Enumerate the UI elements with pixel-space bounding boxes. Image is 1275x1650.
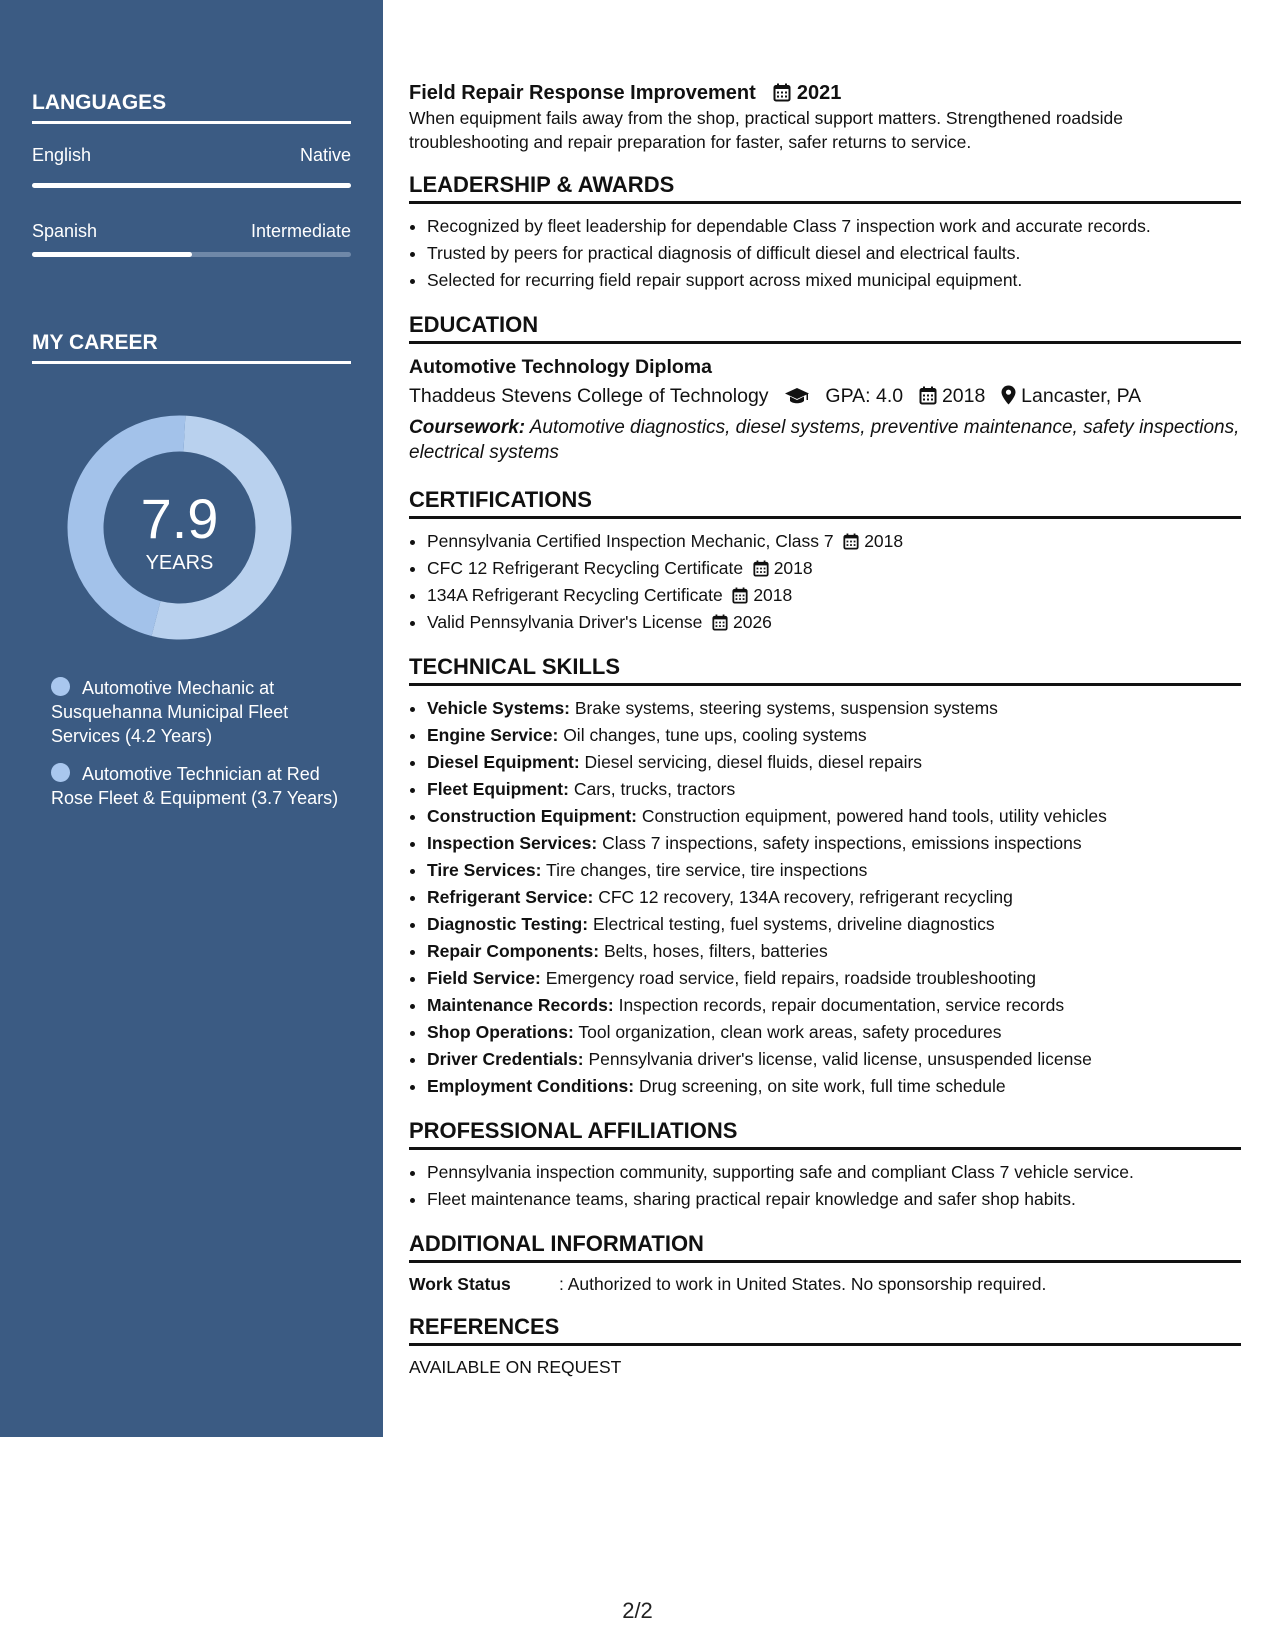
language-level: Intermediate [250, 221, 351, 241]
skill-text: Diesel servicing, diesel fluids, diesel repairs [584, 752, 923, 772]
skill-text: Cars, trucks, tractors [573, 779, 736, 799]
skills-list [409, 695, 1241, 1100]
map-pin-icon [1001, 385, 1016, 405]
skill-text: Tool organization, clean work areas, safety procedures [578, 1022, 1002, 1042]
education-location: Lancaster, PA [1021, 385, 1142, 407]
career-total-value: 7.9 [140, 487, 219, 550]
calendar-icon [773, 83, 791, 102]
main-content [409, 80, 1241, 1379]
skill-item [427, 749, 1241, 776]
education-degree: Automotive Technology Diploma [409, 356, 712, 378]
affiliations-list [409, 1159, 1241, 1213]
skill-item [427, 722, 1241, 749]
skill-item [427, 1019, 1241, 1046]
certification-name: 134A Refrigerant Recycling Certificate [427, 585, 723, 605]
skill-text: Brake systems, steering systems, suspension systems [574, 698, 998, 718]
skill-label: Fleet Equipment: [427, 779, 569, 799]
language-bar-fill [32, 183, 351, 188]
skill-label: Employment Conditions: [427, 1076, 635, 1096]
skill-item [427, 884, 1241, 911]
skill-label: Refrigerant Service: [427, 887, 594, 907]
certification-year: 2018 [753, 585, 793, 605]
skill-label: Maintenance Records: [427, 995, 614, 1015]
certification-year: 2018 [773, 558, 813, 578]
skill-item [427, 938, 1241, 965]
skill-label: Construction Equipment: [427, 806, 637, 826]
skills-heading: TECHNICAL SKILLS [409, 654, 1241, 686]
skill-item [427, 776, 1241, 803]
list-item: • Fleet maintenance teams, sharing practical repair knowledge and safer shop habits. [427, 1186, 1241, 1213]
calendar-icon [732, 587, 748, 604]
list-item: • Selected for recurring field repair support across mixed municipal equipment. [427, 267, 1241, 294]
additional-heading: ADDITIONAL INFORMATION [409, 1231, 1241, 1263]
certification-item [427, 555, 1241, 582]
certification-year: 2018 [864, 531, 904, 551]
list-item: • Recognized by fleet leadership for dependable Class 7 inspection work and accurate records. [427, 213, 1241, 240]
skill-label: Repair Components: [427, 941, 600, 961]
skill-text: Oil changes, tune ups, cooling systems [563, 725, 867, 745]
certification-year: 2026 [732, 612, 772, 632]
calendar-icon [919, 386, 937, 405]
career-donut-chart [67, 415, 292, 640]
skill-label: Field Service: [427, 968, 541, 988]
skill-label: Diagnostic Testing: [427, 914, 589, 934]
skill-text: Pennsylvania driver's license, valid license, unsuspended license [588, 1049, 1092, 1069]
skill-item [427, 857, 1241, 884]
certification-item [427, 582, 1241, 609]
legend-dot [51, 677, 70, 696]
skill-label: Driver Credentials: [427, 1049, 584, 1069]
work-status-row [409, 1272, 1241, 1296]
certifications-list [409, 528, 1241, 636]
education-coursework [409, 415, 1241, 465]
skill-item [427, 803, 1241, 830]
skill-text: Belts, hoses, filters, batteries [603, 941, 828, 961]
project-year: 2021 [796, 82, 842, 104]
leadership-heading: LEADERSHIP & AWARDS [409, 172, 1241, 204]
career-legend-label: Automotive Mechanic at Susquehanna Municipal Fleet Services (4.2 Years) [51, 678, 289, 746]
skill-label: Inspection Services: [427, 833, 598, 853]
language-bar-english [32, 183, 351, 188]
skill-label: Tire Services: [427, 860, 542, 880]
leadership-list [409, 213, 1241, 294]
work-status-value: : Authorized to work in United States. No sponsorship required. [559, 1274, 1047, 1294]
certification-name: Pennsylvania Certified Inspection Mechanic, Class 7 [427, 531, 834, 551]
career-legend-label: Automotive Technician at Red Rose Fleet & Equipment (3.7 Years) [51, 764, 339, 808]
language-bar-spanish [32, 252, 351, 257]
references-text: AVAILABLE ON REQUEST [409, 1357, 622, 1377]
skill-text: Construction equipment, powered hand tools, utility vehicles [641, 806, 1107, 826]
project-title-row [409, 80, 1241, 106]
page-number: 2/2 [622, 1598, 653, 1623]
skill-item [427, 1073, 1241, 1100]
skill-label: Diesel Equipment: [427, 752, 580, 772]
calendar-icon [843, 533, 859, 550]
skill-text: Class 7 inspections, safety inspections, emissions inspections [602, 833, 1082, 853]
language-level: Native [299, 145, 351, 165]
skill-item [427, 965, 1241, 992]
career-legend-item [51, 676, 341, 748]
education-heading: EDUCATION [409, 312, 1241, 344]
skill-text: CFC 12 recovery, 134A recovery, refrigerant recycling [598, 887, 1013, 907]
list-item: • Trusted by peers for practical diagnosis of difficult diesel and electrical faults. [427, 240, 1241, 267]
skill-text: Electrical testing, fuel systems, driveline diagnostics [592, 914, 995, 934]
coursework-label: Coursework: [409, 417, 526, 438]
project-description: When equipment fails away from the shop, practical support matters. Strengthened roadside troubleshooting and repair preparation for faster, safer returns to service. [409, 108, 1123, 152]
certification-name: Valid Pennsylvania Driver's License [427, 612, 703, 632]
calendar-icon [753, 560, 769, 577]
skill-item [427, 830, 1241, 857]
certification-item [427, 609, 1241, 636]
legend-dot [51, 763, 70, 782]
skill-item [427, 911, 1241, 938]
language-bar-fill [32, 252, 192, 257]
list-item: • Pennsylvania inspection community, supporting safe and compliant Class 7 vehicle service. [427, 1159, 1241, 1186]
project-title: Field Repair Response Improvement [409, 82, 756, 104]
skill-item [427, 695, 1241, 722]
skill-text: Drug screening, on site work, full time schedule [638, 1076, 1006, 1096]
education-school: Thaddeus Stevens College of Technology [409, 385, 769, 407]
work-status-label: Work Status [409, 1274, 511, 1294]
education-year: 2018 [941, 385, 986, 407]
education-meta [409, 381, 1241, 411]
skill-item [427, 1046, 1241, 1073]
certification-item [427, 528, 1241, 555]
coursework-text: Automotive diagnostics, diesel systems, preventive maintenance, safety inspections, electrical systems [409, 417, 1240, 463]
language-name: Spanish [32, 221, 98, 241]
education-gpa: GPA: 4.0 [825, 385, 904, 407]
language-spanish [32, 221, 351, 242]
skill-text: Inspection records, repair documentation, service records [618, 995, 1065, 1015]
certification-name: CFC 12 Refrigerant Recycling Certificate [427, 558, 744, 578]
calendar-icon [712, 614, 728, 631]
career-heading: MY CAREER [32, 331, 351, 364]
skill-label: Shop Operations: [427, 1022, 574, 1042]
certifications-heading: CERTIFICATIONS [409, 487, 1241, 519]
references-heading: REFERENCES [409, 1314, 1241, 1346]
skill-text: Tire changes, tire service, tire inspections [546, 860, 868, 880]
skill-label: Vehicle Systems: [427, 698, 570, 718]
skill-text: Emergency road service, field repairs, roadside troubleshooting [545, 968, 1036, 988]
affiliations-heading: PROFESSIONAL AFFILIATIONS [409, 1118, 1241, 1150]
career-legend [51, 676, 341, 824]
skill-item [427, 992, 1241, 1019]
skill-label: Engine Service: [427, 725, 559, 745]
language-english [32, 145, 351, 166]
graduation-cap-icon [784, 387, 810, 405]
language-name: English [32, 145, 92, 165]
career-total-unit: YEARS [145, 552, 214, 574]
sidebar [0, 0, 383, 1437]
languages-heading: LANGUAGES [32, 91, 351, 124]
career-legend-item [51, 762, 341, 810]
